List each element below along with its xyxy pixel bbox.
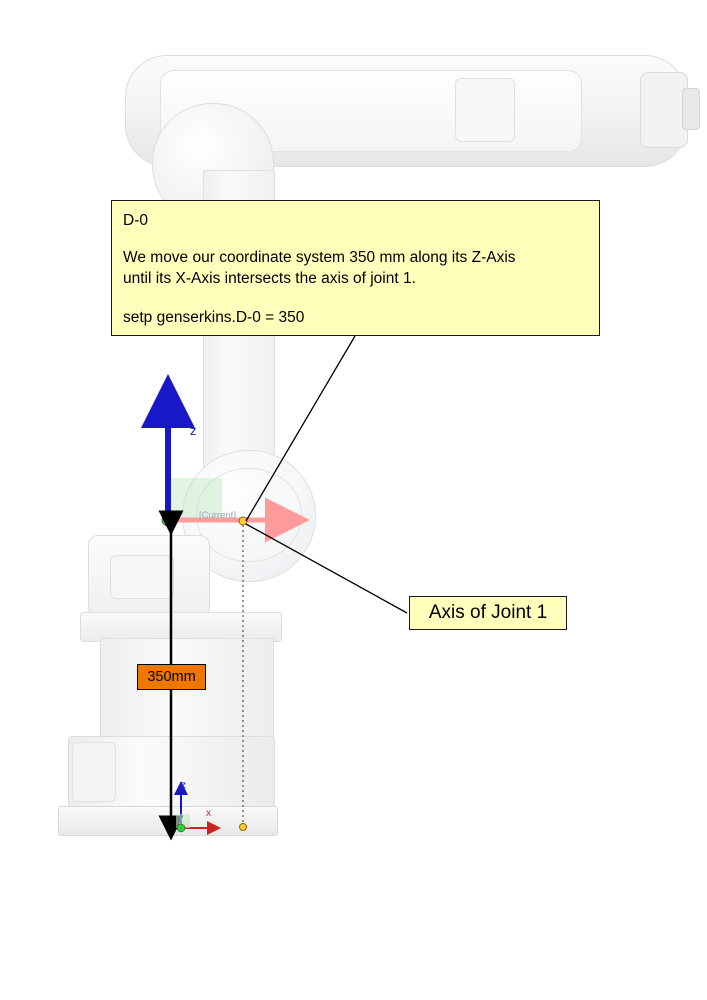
dimension-badge: [137, 664, 206, 690]
axis-of-joint-1-callout: [409, 596, 567, 630]
note-title: D-0: [123, 212, 148, 229]
note-callout: [111, 200, 600, 336]
base-origin-marker: [177, 824, 185, 832]
x-axis-label-base: x: [206, 808, 211, 819]
note-body-line-2: until its X-Axis intersects the axis of joint 1.: [123, 270, 416, 287]
joint-1-axis-point-base: [240, 824, 247, 831]
z-axis-label-base: z: [181, 780, 186, 791]
dimension-value: 350mm: [147, 669, 196, 685]
axis-of-joint-1-label: Axis of Joint 1: [428, 602, 548, 623]
joint-1-axis-point: [239, 517, 247, 525]
z-axis-label-upper: z: [190, 423, 197, 438]
leader-line-joint-axis: [246, 524, 407, 613]
current-frame-label: [Current]: [199, 510, 236, 521]
note-body-line-1: We move our coordinate system 350 mm along its Z-Axis: [123, 249, 516, 266]
leader-line-note: [246, 336, 355, 521]
note-command: setp genserkins.D-0 = 350: [123, 309, 305, 326]
